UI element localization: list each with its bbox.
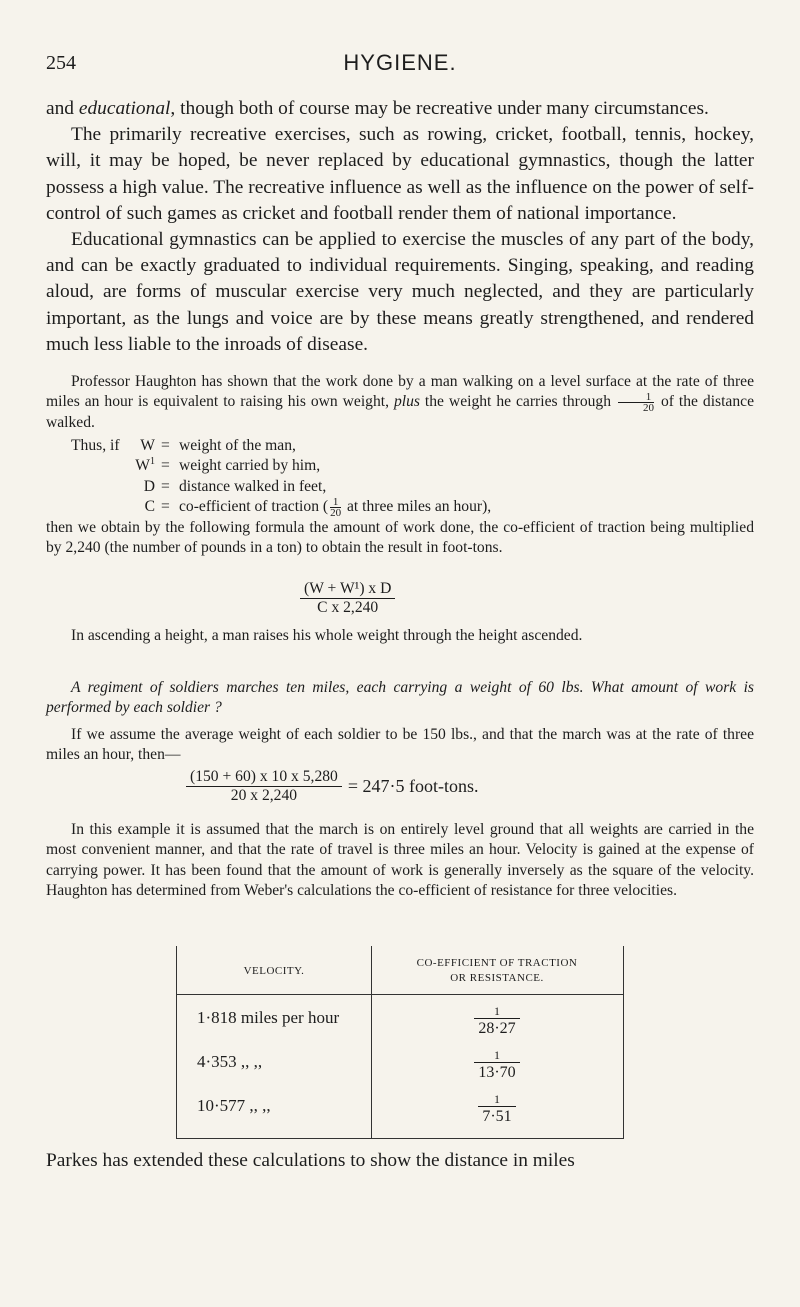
- definition-c: C = co-efficient of traction ( $\frac{1}{20}$ at three miles an hour),: [144, 496, 492, 520]
- paragraph-2: The primarily recreative exercises, such as rowing, cricket, football, tennis, hockey, will, it may be hoped, be never replaced by educational gymnastics, though the latter possess a high value. The recreative influence as well as the influence on the power of self-control of such games as cricket and football render them of national importance.: [46, 124, 754, 224]
- closing-line: Parkes has extended these calculations to show the distance in miles: [46, 1150, 575, 1171]
- definition-d: D = distance walked in feet,: [143, 477, 327, 495]
- table-row-coefficient: 1 13·70: [371, 1048, 623, 1083]
- table-row-coefficient: 1 28·27: [371, 1004, 623, 1039]
- traction-table: [176, 946, 624, 1139]
- velocity-paragraph: In this example it is assumed that the march is on entirely level ground that all weights are carried in the most convenient manner, and that the rate of travel is three miles an hour. Velocity is gained at the expense of carrying power. It has been found that the amount of work is generally inversely as the square of the velocity. Haughton has determined from Weber's calculations the co-efficient of resistance for three velocities.: [46, 821, 754, 900]
- example-formula: $\frac{(150 + 60) x 10 x 5,280}{20 x 2,240}$ = 247·5 foot-tons.: [186, 768, 478, 805]
- table-row-velocity: 10·577 ,, ,,: [197, 1096, 271, 1115]
- page-header: [46, 50, 754, 80]
- page-number: 254: [46, 52, 76, 74]
- example-question: A regiment of soldiers marches ten miles, each carrying a weight of 60 lbs. What amount of work is performed by each soldier ?: [46, 679, 754, 717]
- fraction-one-twentieth: $\frac{1}{20}$: [618, 392, 654, 413]
- definition-w: Thus, if W = weight of the man,: [71, 437, 296, 454]
- table-header-rule: [177, 994, 623, 995]
- formula-result: = 247·5 foot-tons.: [347, 776, 479, 796]
- column-header-coefficient: CO-EFFICIENT OF TRACTION OR RESISTANCE.: [416, 957, 578, 984]
- table-row-velocity: 1·818 miles per hour: [197, 1008, 340, 1027]
- table-row-velocity: 4·353 ,, ,,: [197, 1052, 263, 1071]
- haughton-paragraph: Professor Haughton has shown that the work done by a man walking on a level surface at the rate of three miles an hour is equivalent to raising his own weight, plus the weight he carries through $\frac{1}{20}$ of the distance walked.: [46, 373, 754, 432]
- paragraph-3: Educational gymnastics can be applied to exercise the muscles of any part of the body, and can be exactly graduated to individual requirements. Singing, speaking, and reading aloud, are forms of muscular exercise very much neglected, and they are particularly important, as the lungs and voice are by these means greatly strengthened, and rendered much less liable to the inroads of disease.: [46, 229, 754, 355]
- example-assumption: If we assume the average weight of each soldier to be 150 lbs., and that the march was at the rate of three miles an hour, then—: [46, 726, 754, 764]
- definitions: [46, 436, 754, 518]
- formula-intro: then we obtain by the following formula the amount of work done, the co-efficient of traction being multiplied by 2,240 (the number of pounds in a ton) to obtain the result in foot-tons.: [46, 519, 754, 557]
- formula-numerator: (W + W¹) x D: [304, 580, 392, 597]
- running-head: HYGIENE.: [343, 50, 457, 75]
- formula-denominator: C x 2,240: [300, 598, 395, 617]
- paragraph-1: and educational, though both of course may be recreative under many circumstances.: [46, 98, 709, 119]
- definition-w1: $W^1$ = weight carried by him,: [135, 456, 321, 475]
- table-row-coefficient: 1 7·51: [371, 1092, 623, 1127]
- work-formula: [300, 580, 395, 617]
- ascending-paragraph: In ascending a height, a man raises his whole weight through the height ascended.: [71, 627, 583, 644]
- column-header-velocity: VELOCITY.: [243, 965, 305, 977]
- main-text: [46, 96, 754, 358]
